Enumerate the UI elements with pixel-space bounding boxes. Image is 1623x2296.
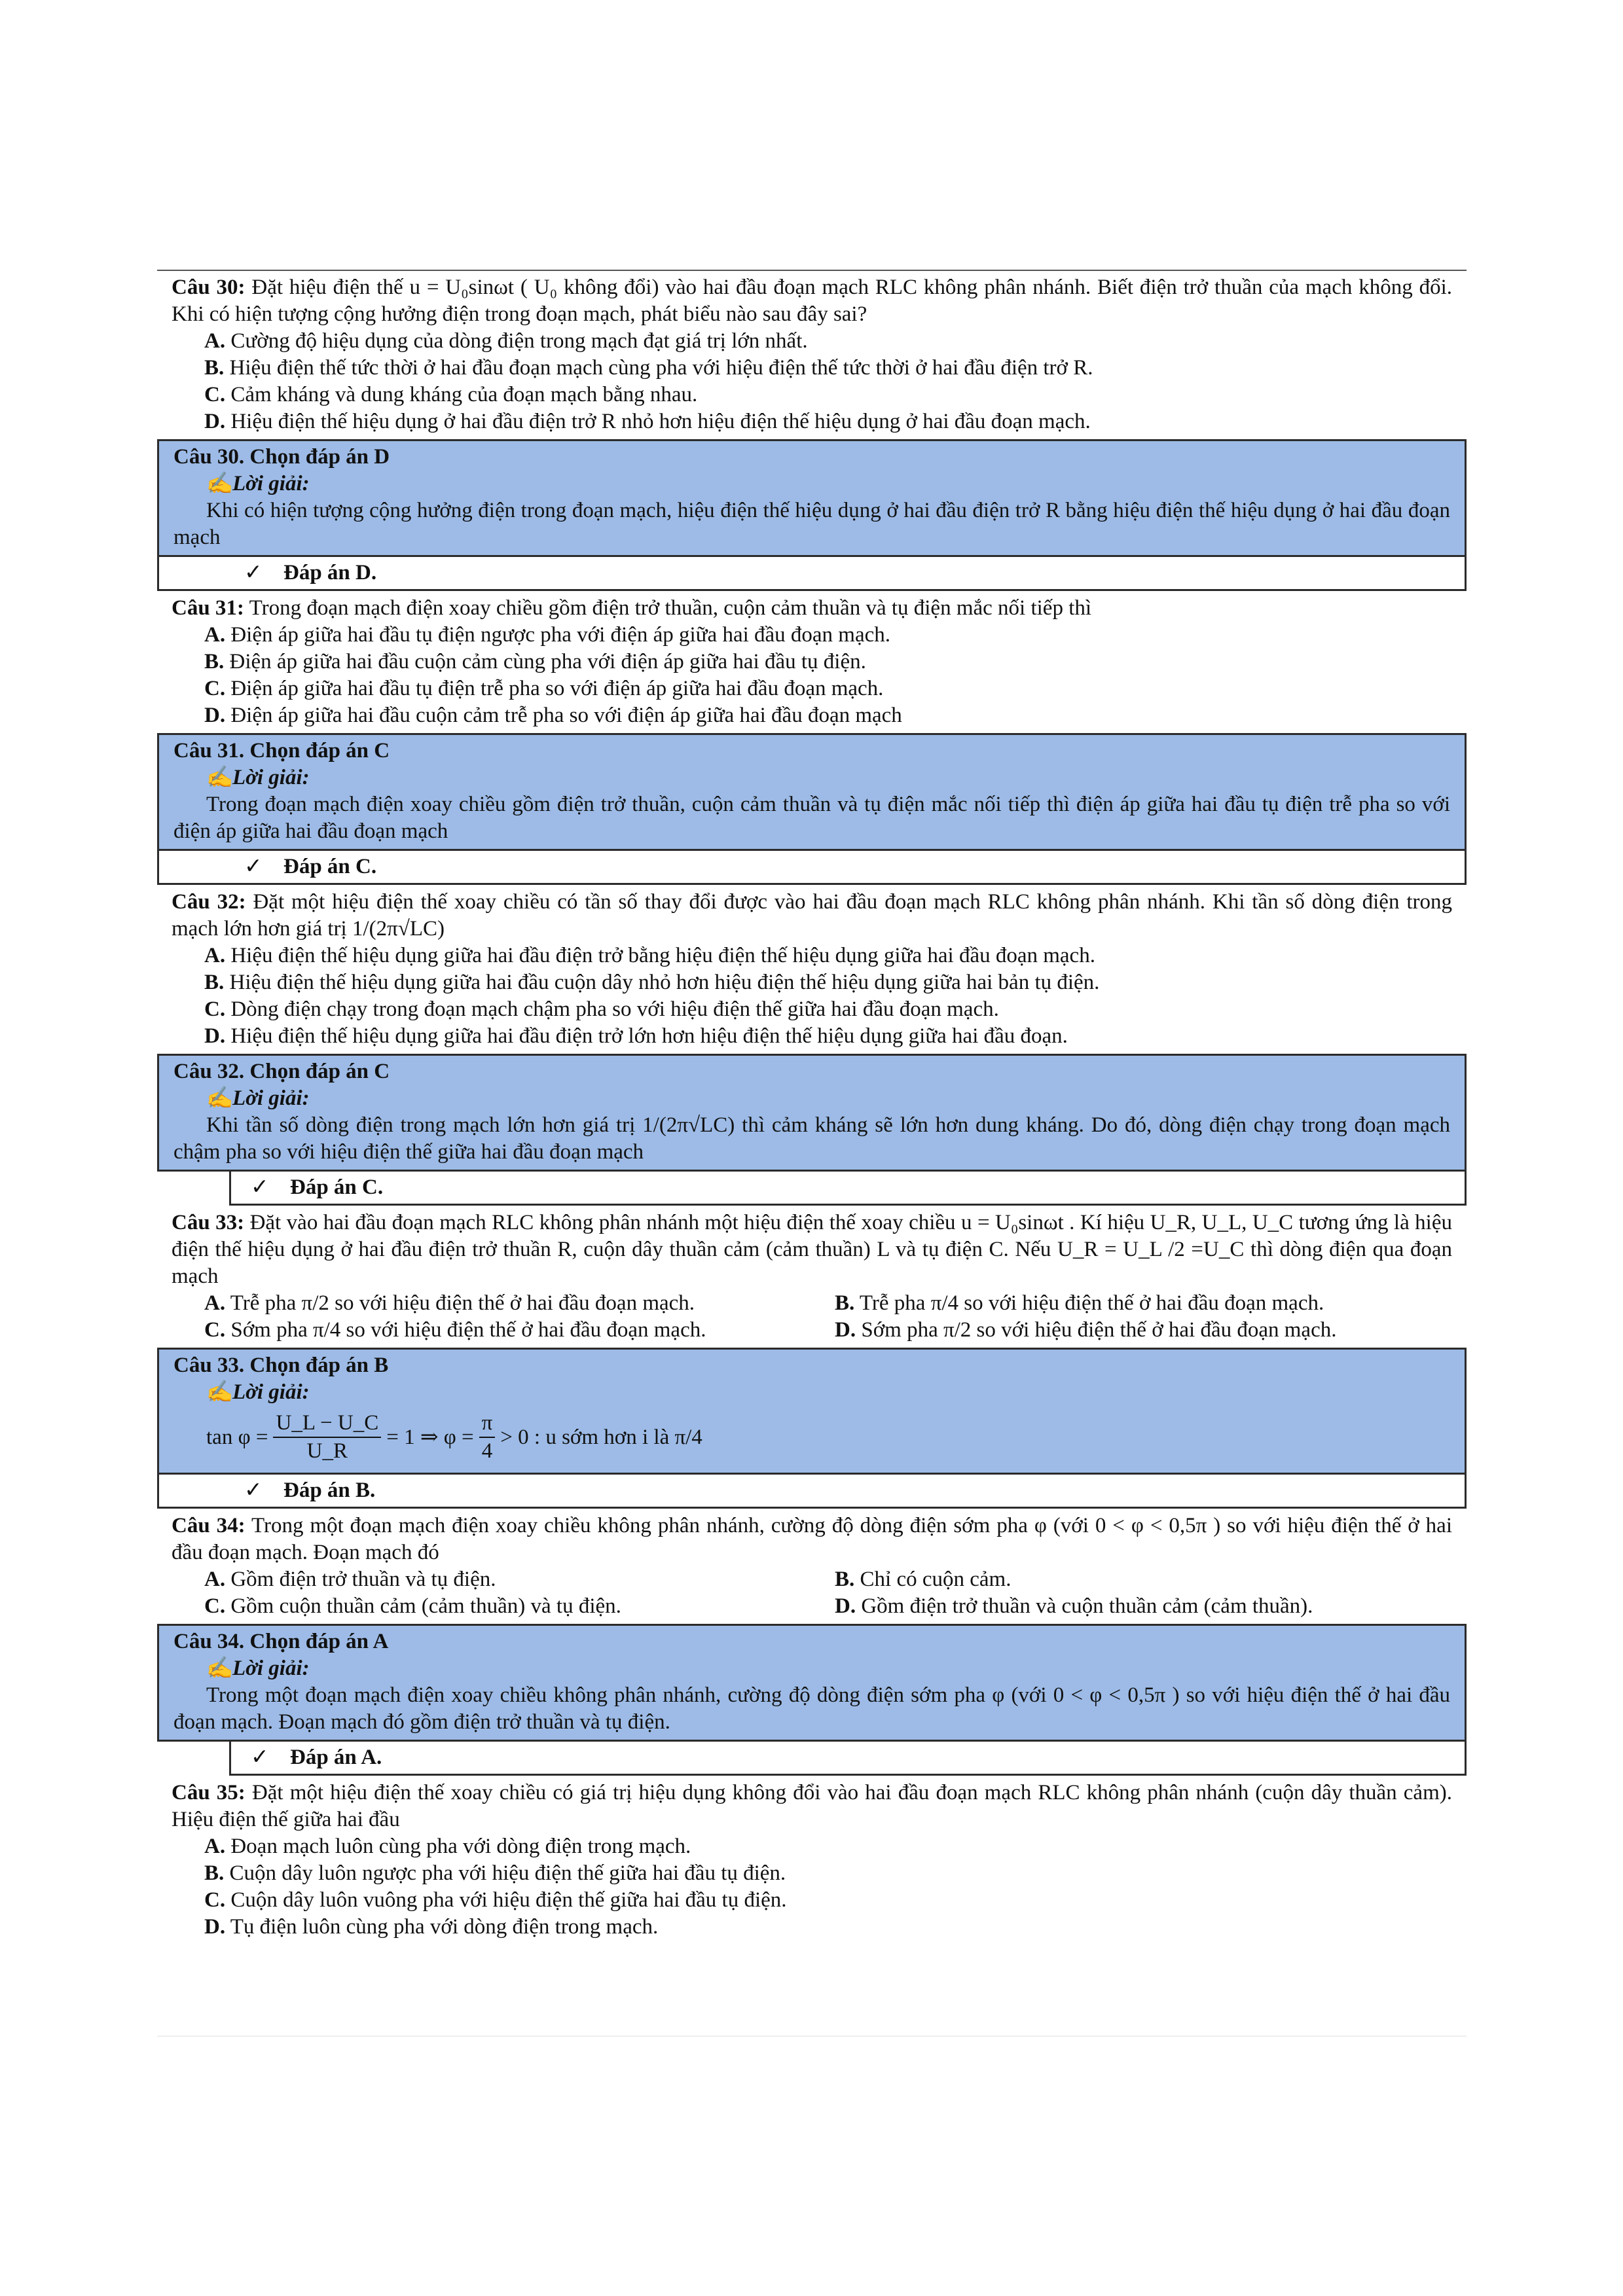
option-c: C. Cảm kháng và dung kháng của đoạn mạch bằng nhau.	[204, 383, 698, 406]
check-icon: ✓	[251, 1175, 269, 1199]
check-icon: ✓	[244, 855, 263, 878]
question-31	[157, 592, 1467, 732]
option-d: D. Gồm điện trở thuần và cuộn thuần cảm (cảm thuần).	[835, 1594, 1313, 1618]
question-number: Câu 32:	[172, 890, 246, 914]
option-d: D. Sớm pha π/2 so với hiệu điện thế ở hai đầu đoạn mạch.	[835, 1318, 1337, 1342]
question-number: Câu 30:	[172, 276, 246, 299]
question-stem: Đặt một hiệu điện thế xoay chiều có giá trị hiệu dụng không đổi vào hai đầu đoạn mạch RLC không phân nhánh (cuộn dây thuần cảm). Hiệu điện thế giữa hai đầu	[172, 1781, 1452, 1831]
solution-box-32	[157, 1054, 1467, 1172]
question-number: Câu 33:	[172, 1211, 245, 1234]
check-icon: ✓	[244, 561, 263, 584]
option-b: B. Cuộn dây luôn ngược pha với hiệu điện thế giữa hai đầu tụ điện.	[204, 1861, 786, 1885]
option-a: A. Cường độ hiệu dụng của dòng điện trong mạch đạt giá trị lớn nhất.	[204, 329, 808, 353]
option-b: B. Chỉ có cuộn cảm.	[835, 1568, 1012, 1591]
option-a: A. Gồm điện trở thuần và tụ điện.	[204, 1568, 496, 1591]
option-a: A. Trễ pha π/2 so với hiệu điện thế ở hai đầu đoạn mạch.	[204, 1291, 695, 1315]
options-row-2	[172, 1593, 1452, 1620]
solution-label: ✍Lời giải:	[173, 1379, 1450, 1406]
bottom-rule	[157, 2036, 1467, 2037]
pen-icon: ✍	[206, 1657, 234, 1680]
option-d: D. Điện áp giữa hai đầu cuộn cảm trễ pha so với điện áp giữa hai đầu đoạn mạch	[204, 704, 902, 727]
question-stem: Đặt hiệu điện thế u = U₀sinωt ( U₀ không đổi) vào hai đầu đoạn mạch RLC không phân nhánh. Biết điện trở thuần của mạch không đổi. Khi có hiện tượng cộng hưởng điện trong đoạn mạch, phát biểu nào sau đây sai?	[172, 276, 1452, 326]
pen-icon: ✍	[206, 472, 234, 495]
check-icon: ✓	[244, 1479, 263, 1502]
solution-label: ✍Lời giải:	[173, 764, 1450, 791]
question-35	[157, 1777, 1467, 1943]
question-number: Câu 34:	[172, 1514, 246, 1537]
option-c: C. Dòng điện chạy trong đoạn mạch chậm pha so với hiệu điện thế giữa hai đầu đoạn mạch.	[204, 997, 999, 1021]
option-c: C. Sớm pha π/4 so với hiệu điện thế ở hai đầu đoạn mạch.	[204, 1318, 706, 1342]
option-d: D. Tụ điện luôn cùng pha với dòng điện trong mạch.	[204, 1915, 659, 1939]
solution-label: ✍Lời giải:	[173, 1085, 1450, 1112]
solution-header: Câu 34. Chọn đáp án A	[173, 1630, 389, 1653]
option-a: A. Điện áp giữa hai đầu tụ điện ngược pha với điện áp giữa hai đầu đoạn mạch.	[204, 623, 891, 647]
pen-icon: ✍	[206, 766, 234, 789]
solution-header: Câu 30. Chọn đáp án D	[173, 445, 390, 469]
solution-box-30	[157, 439, 1467, 557]
solution-box-34	[157, 1624, 1467, 1742]
question-32	[157, 886, 1467, 1052]
question-number: Câu 35:	[172, 1781, 246, 1804]
solution-formula	[173, 1406, 1450, 1469]
pen-icon: ✍	[206, 1380, 234, 1404]
question-number: Câu 31:	[172, 596, 244, 620]
question-stem: Đặt vào hai đầu đoạn mạch RLC không phân nhánh một hiệu điện thế xoay chiều u = U₀sinωt . Kí hiệu U_R, U_L, U_C tương ứng là hiệu điện thế hiệu dụng ở hai đầu điện trở thuần R, cuộn dây thuần cảm (cảm thuần) L và tụ điện C. Nếu U_R = U_L /2 =U_C thì dòng điện qua đoạn mạch	[172, 1211, 1452, 1288]
pen-icon: ✍	[206, 1086, 234, 1110]
fraction-2: $\frac{\pi}{4}$	[479, 1410, 496, 1465]
top-rule	[157, 270, 1467, 271]
option-d: D. Hiệu điện thế hiệu dụng ở hai đầu điện trở R nhỏ hơn hiệu điện thế hiệu dụng ở hai đầu đoạn mạch.	[204, 410, 1091, 433]
option-b: B. Hiệu điện thế hiệu dụng giữa hai đầu cuộn dây nhỏ hơn hiệu điện thế hiệu dụng giữa hai bản tụ điện.	[204, 971, 1100, 994]
solution-header: Câu 32. Chọn đáp án C	[173, 1060, 390, 1083]
options-row-2	[172, 1317, 1452, 1344]
solution-header: Câu 31. Chọn đáp án C	[173, 739, 390, 762]
question-stem: Trong một đoạn mạch điện xoay chiều không phân nhánh, cường độ dòng điện sớm pha φ (với 0 < φ < 0,5π ) so với hiệu điện thế ở hai đầu đoạn mạch. Đoạn mạch đó	[172, 1514, 1452, 1564]
options-row-1	[172, 1290, 1452, 1317]
question-stem: Đặt một hiệu điện thế xoay chiều có tần số thay đổi được vào hai đầu đoạn mạch RLC không phân nhánh. Khi tần số dòng điện trong mạch lớn hơn giá trị 1/(2π√LC)	[172, 890, 1452, 941]
question-30	[157, 272, 1467, 438]
solution-box-33	[157, 1348, 1467, 1475]
document-page	[157, 272, 1467, 1943]
solution-body: Khi có hiện tượng cộng hưởng điện trong đoạn mạch, hiệu điện thế hiệu dụng ở hai đầu điện trở R bằng hiệu điện thế hiệu dụng ở hai đầu đoạn mạch	[173, 499, 1450, 549]
option-a: A. Đoạn mạch luôn cùng pha với dòng điện trong mạch.	[204, 1835, 691, 1858]
solution-header: Câu 33. Chọn đáp án B	[173, 1354, 389, 1377]
answer-34: ✓ Đáp án A.	[229, 1742, 1467, 1776]
solution-body: Khi tần số dòng điện trong mạch lớn hơn giá trị 1/(2π√LC) thì cảm kháng sẽ lớn hơn dung kháng. Do đó, dòng điện chạy trong đoạn mạch chậm pha so với hiệu điện thế giữa hai đầu đoạn mạch	[173, 1113, 1450, 1164]
formula-lhs: tan φ =	[206, 1425, 268, 1449]
answer-33: ✓ Đáp án B.	[157, 1475, 1467, 1509]
formula-mid: = 1 ⇒ φ =	[386, 1425, 474, 1449]
answer-32: ✓ Đáp án C.	[229, 1172, 1467, 1206]
check-icon: ✓	[251, 1746, 269, 1769]
solution-label: ✍Lời giải:	[173, 1655, 1450, 1682]
option-d: D. Hiệu điện thế hiệu dụng giữa hai đầu điện trở lớn hơn hiệu điện thế hiệu dụng giữa hai đầu đoạn.	[204, 1024, 1068, 1048]
option-c: C. Gồm cuộn thuần cảm (cảm thuần) và tụ điện.	[204, 1594, 621, 1618]
option-b: B. Điện áp giữa hai đầu cuộn cảm cùng pha với điện áp giữa hai đầu tụ điện.	[204, 650, 866, 673]
question-stem: Trong đoạn mạch điện xoay chiều gồm điện trở thuần, cuộn cảm thuần và tụ điện mắc nối tiếp thì	[244, 596, 1092, 620]
option-c: C. Điện áp giữa hai đầu tụ điện trễ pha so với điện áp giữa hai đầu đoạn mạch.	[204, 677, 884, 700]
solution-body: Trong đoạn mạch điện xoay chiều gồm điện trở thuần, cuộn cảm thuần và tụ điện mắc nối tiếp thì điện áp giữa hai đầu tụ điện trễ pha so với điện áp giữa hai đầu đoạn mạch	[173, 793, 1450, 843]
answer-30: ✓ Đáp án D.	[157, 557, 1467, 591]
solution-body: Trong một đoạn mạch điện xoay chiều không phân nhánh, cường độ dòng điện sớm pha φ (với 0 < φ < 0,5π ) so với hiệu điện thế ở hai đầu đoạn mạch. Đoạn mạch đó gồm điện trở thuần và tụ điện.	[173, 1683, 1450, 1734]
solution-box-31	[157, 733, 1467, 851]
solution-label: ✍Lời giải:	[173, 471, 1450, 497]
question-34	[157, 1510, 1467, 1623]
option-b: B. Hiệu điện thế tức thời ở hai đầu đoạn mạch cùng pha với hiệu điện thế tức thời ở hai đầu điện trở R.	[204, 356, 1093, 380]
option-b: B. Trễ pha π/4 so với hiệu điện thế ở hai đầu đoạn mạch.	[835, 1291, 1324, 1315]
question-33	[157, 1207, 1467, 1346]
option-a: A. Hiệu điện thế hiệu dụng giữa hai đầu điện trở bằng hiệu điện thế hiệu dụng giữa hai đầu đoạn mạch.	[204, 944, 1095, 967]
answer-31: ✓ Đáp án C.	[157, 851, 1467, 885]
fraction-1: $\frac{U\_L - U\_C}{U\_R}$	[273, 1410, 381, 1465]
option-c: C. Cuộn dây luôn vuông pha với hiệu điện thế giữa hai đầu tụ điện.	[204, 1888, 787, 1912]
formula-rhs: > 0 : u sớm hơn i là π/4	[500, 1425, 702, 1449]
options-row-1	[172, 1566, 1452, 1593]
